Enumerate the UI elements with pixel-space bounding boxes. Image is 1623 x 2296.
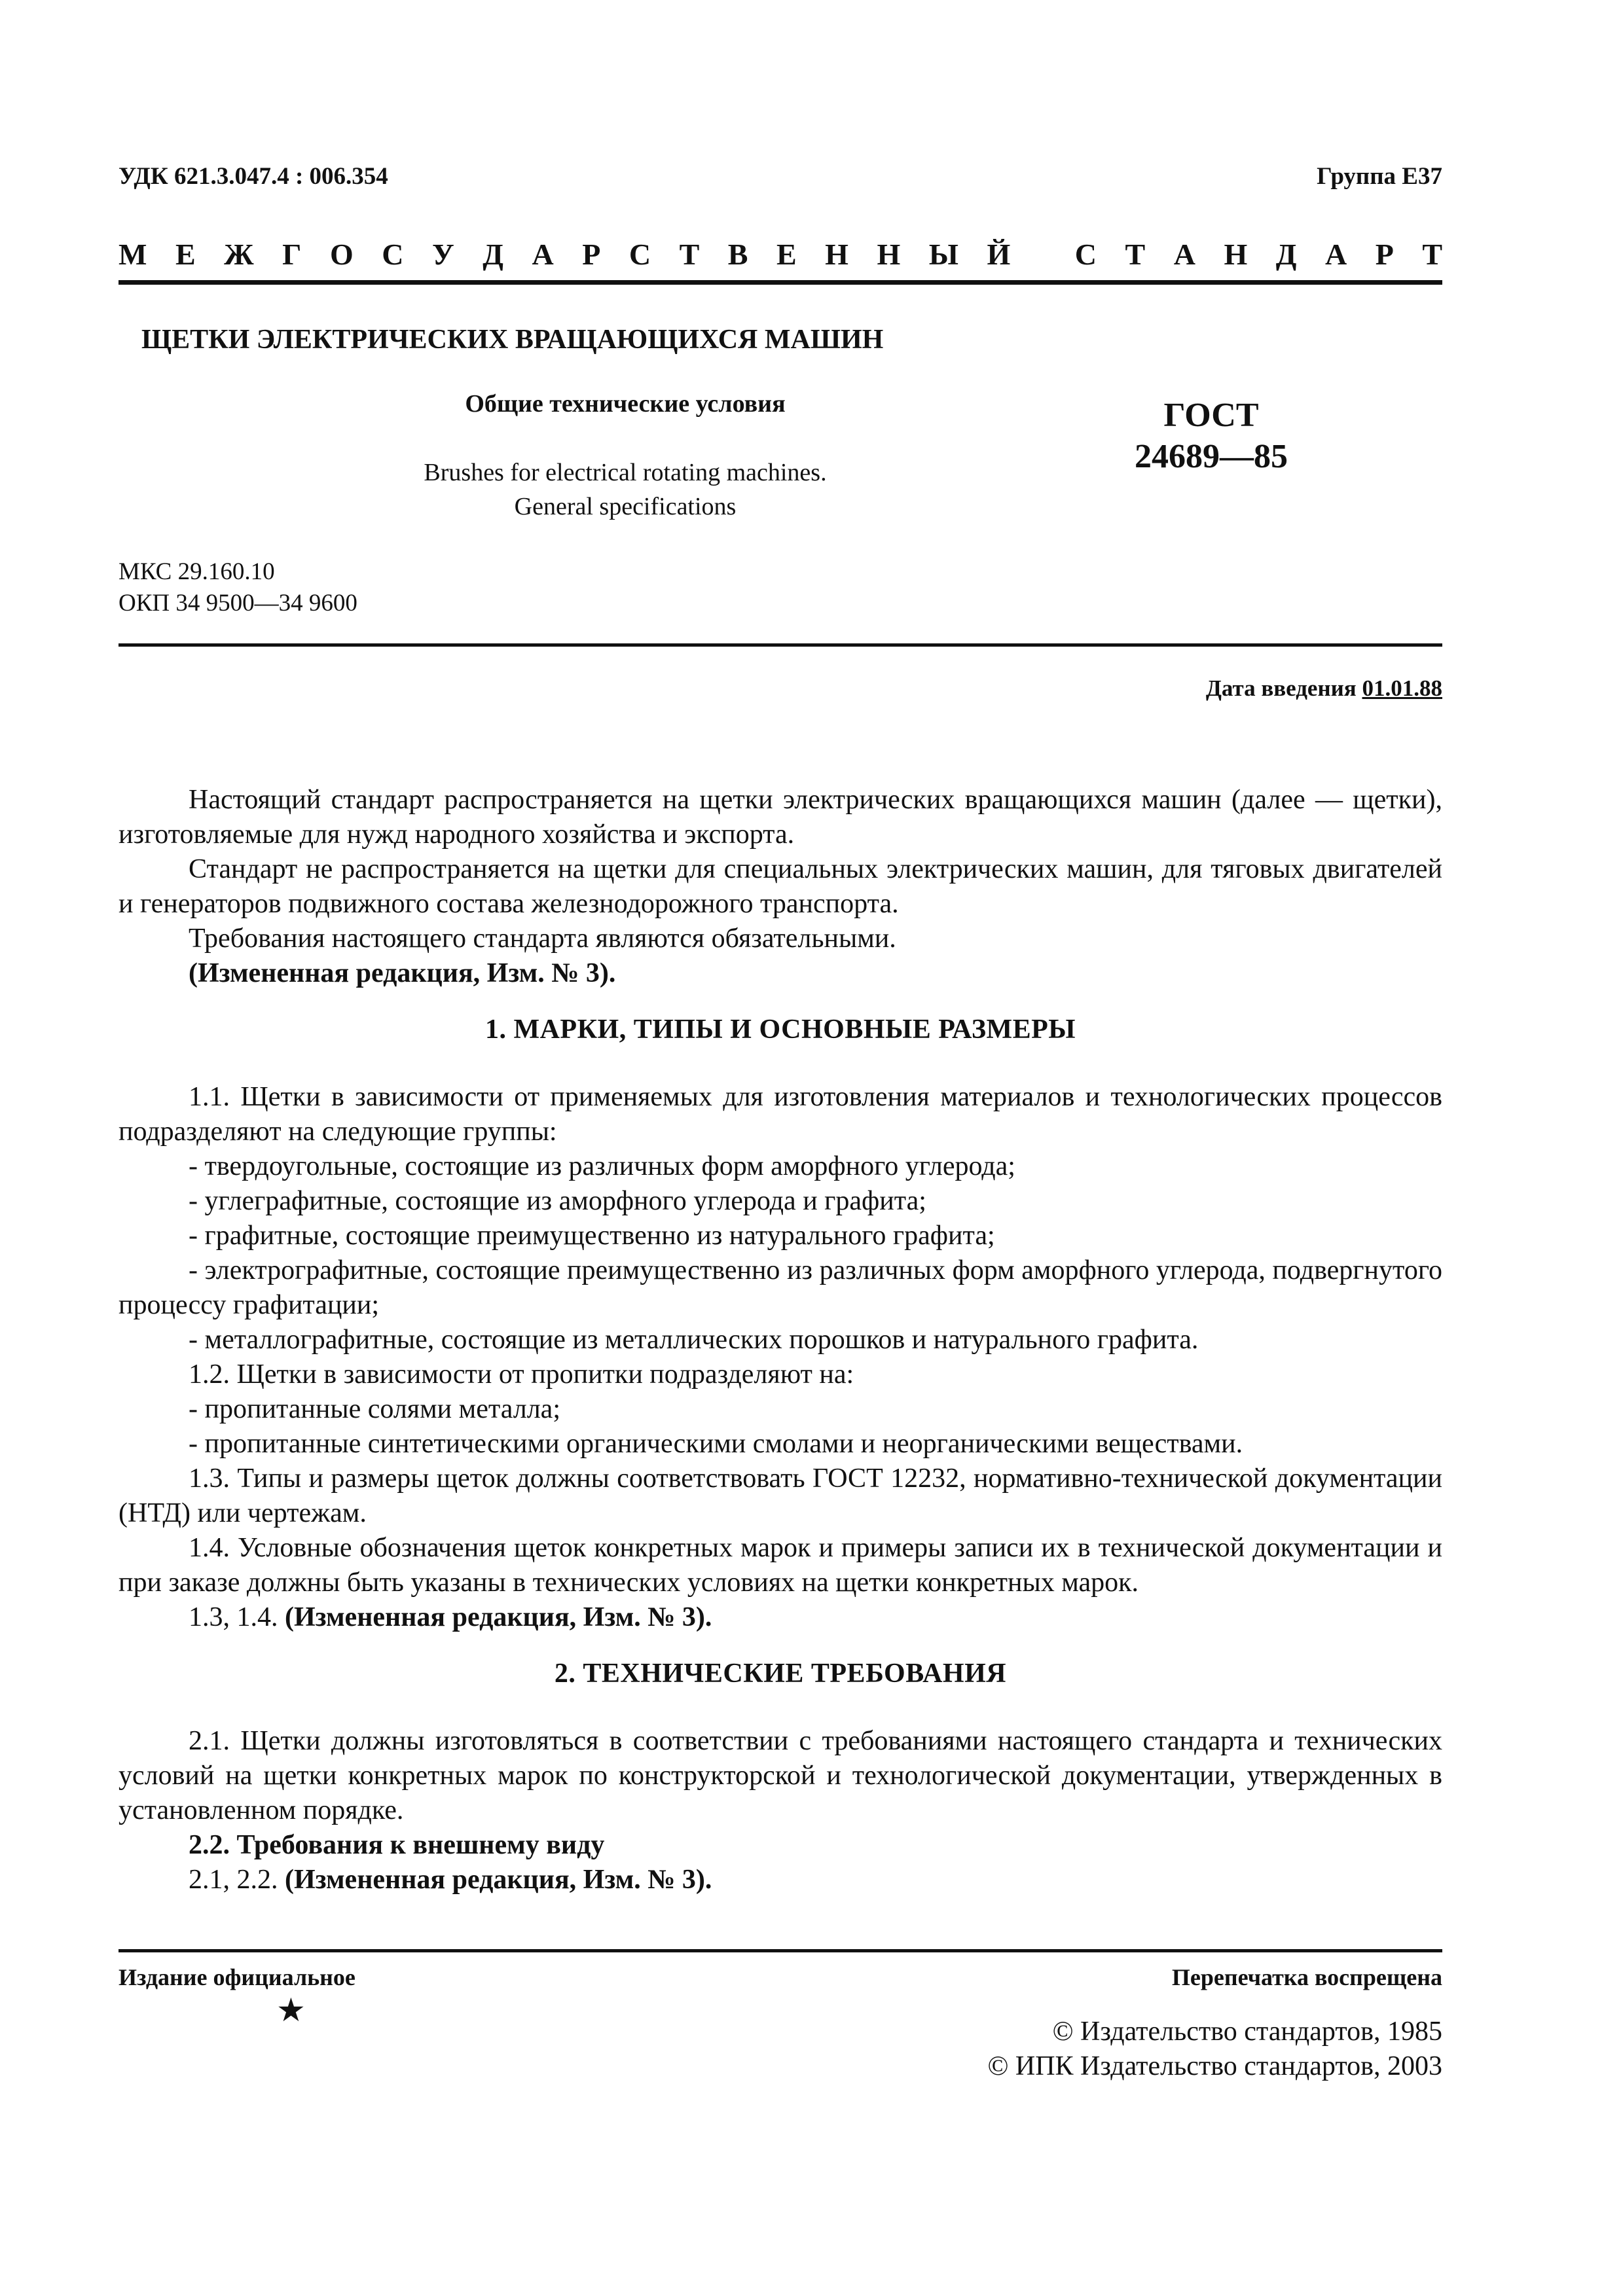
effective-date [1206,675,1442,702]
banner-letter: Ы [928,238,958,271]
list-item: - твердоугольные, состоящие из различных форм аморфного углерода; [189,1151,1015,1181]
amendment-prefix: 1.3, 1.4. [189,1602,278,1632]
section1-heading: 1. МАРКИ, ТИПЫ И ОСНОВНЫЕ РАЗМЕРЫ [484,1014,1076,1045]
banner-letter: В [727,238,748,271]
banner-letter: С [1074,238,1097,271]
banner-letter: Р [1375,238,1394,271]
amendment-prefix: 2.1, 2.2. [189,1865,278,1895]
reprint-prohibited: Перепечатка воспрещена [1171,1964,1442,1990]
banner-letter: Н [877,238,901,271]
clause-1-1: 1.1. Щетки в зависимости от применяемых для изготовления материалов и технологических процессов подразделяют на следующие группы: [119,1082,1442,1147]
clause-1-2: 1.2. Щетки в зависимости от пропитки подразделяют на: [189,1359,854,1390]
clause-1-3: 1.3. Типы и размеры щеток должны соответствовать ГОСТ 12232, нормативно-технической документации (НТД) или чертежам. [119,1463,1442,1528]
banner-letter: Д [483,238,503,271]
banner-letter: Т [679,238,700,271]
banner-letter: Е [175,238,196,271]
banner-letter: О [329,238,354,271]
banner-letter: Й [987,238,1011,271]
banner-letter: С [629,238,651,271]
banner-letter: Ж [224,238,254,271]
copyright-2003: © ИПК Издательство стандартов, 2003 [987,2051,1442,2081]
date-value: 01.01.88 [1362,675,1442,701]
section2-amendment [119,1863,1442,1897]
document-subtitle: Общие технические условия [465,390,786,418]
amendment-text: (Измененная редакция, Изм. № 3). [285,1602,712,1632]
okp-code: ОКП 34 9500—34 9600 [119,590,357,617]
official-edition: Издание официальное [119,1964,356,1990]
list-item: - электрографитные, состоящие преимущественно из различных форм аморфного углерода, подвергнутого процессу графитации; [119,1255,1442,1320]
banner-letter: Н [1224,238,1248,271]
banner-letter: Т [1125,238,1146,271]
list-item: - графитные, состоящие преимущественно из натурального графита; [189,1221,995,1251]
udk-code: УДК 621.3.047.4 : 006.354 [119,163,388,190]
amendment-text: (Измененная редакция, Изм. № 3). [285,1865,712,1895]
banner-letter: Р [582,238,601,271]
english-title-line2: General specifications [514,493,737,520]
clause-2-2: 2.2. Требования к внешнему виду [189,1830,605,1860]
gost-number: 24689—85 [1135,438,1288,475]
banner-letter: А [532,238,554,271]
section1-amendment [119,1600,1442,1635]
mks-code: МКС 29.160.10 [119,558,275,585]
clause-1-4: 1.4. Условные обозначения щеток конкретных марок и примеры записи их в технической документации и при заказе должны быть указаны в технических условиях на щетки конкретных марок. [119,1533,1442,1598]
section2-heading: 2. ТЕХНИЧЕСКИЕ ТРЕБОВАНИЯ [554,1659,1007,1689]
codes-rule [119,643,1442,647]
banner-letter: С [382,238,404,271]
list-item: - углеграфитные, состоящие из аморфного углерода и графита; [189,1186,926,1216]
star-icon: ★ [276,1992,306,2028]
intro-paragraph-3: Требования настоящего стандарта являются обязательными. [189,924,896,954]
banner-rule [119,280,1442,285]
document-title: ЩЕТКИ ЭЛЕКТРИЧЕСКИХ ВРАЩАЮЩИХСЯ МАШИН [141,325,884,355]
standard-banner [119,237,1442,272]
banner-letter: Т [1422,238,1442,271]
banner-gap [1039,237,1047,272]
banner-letter: Г [282,238,302,271]
intro-paragraph-1: Настоящий стандарт распространяется на щетки электрических вращающихся машин (далее — щетки), изготовляемые для нужд народного хозяйства и экспорта. [119,785,1442,850]
banner-letter: А [1173,238,1195,271]
footer-rule [119,1949,1442,1952]
intro-amendment: (Измененная редакция, Изм. № 3). [189,958,616,988]
clause-2-1: 2.1. Щетки должны изготовляться в соответствии с требованиями настоящего стандарта и технических условий на щетки конкретных марок по конструкторской и технологической документации, утвержденных в установленном порядке. [119,1726,1442,1825]
intro-paragraph-2: Стандарт не распространяется на щетки для специальных электрических машин, для тяговых двигателей и генераторов подвижного состава железнодорожного транспорта. [119,854,1442,919]
copyright-1985: © Издательство стандартов, 1985 [1052,2017,1442,2047]
banner-letter: М [119,238,147,271]
list-item: - пропитанные солями металла; [189,1394,560,1424]
date-label: Дата введения [1205,675,1357,701]
banner-letter: Е [776,238,797,271]
banner-letter: У [431,238,454,271]
gost-label: ГОСТ [1163,397,1259,434]
list-item: - металлографитные, состоящие из металлических порошков и натурального графита. [189,1325,1199,1355]
banner-letter: Д [1275,238,1297,271]
banner-letter: А [1324,238,1347,271]
banner-letter: Н [825,238,848,271]
document-body [119,783,1442,1897]
english-title-line1: Brushes for electrical rotating machines. [424,459,827,486]
group-code: Группа Е37 [1317,163,1442,190]
list-item: - пропитанные синтетическими органическими смолами и неорганическими веществами. [189,1429,1243,1459]
